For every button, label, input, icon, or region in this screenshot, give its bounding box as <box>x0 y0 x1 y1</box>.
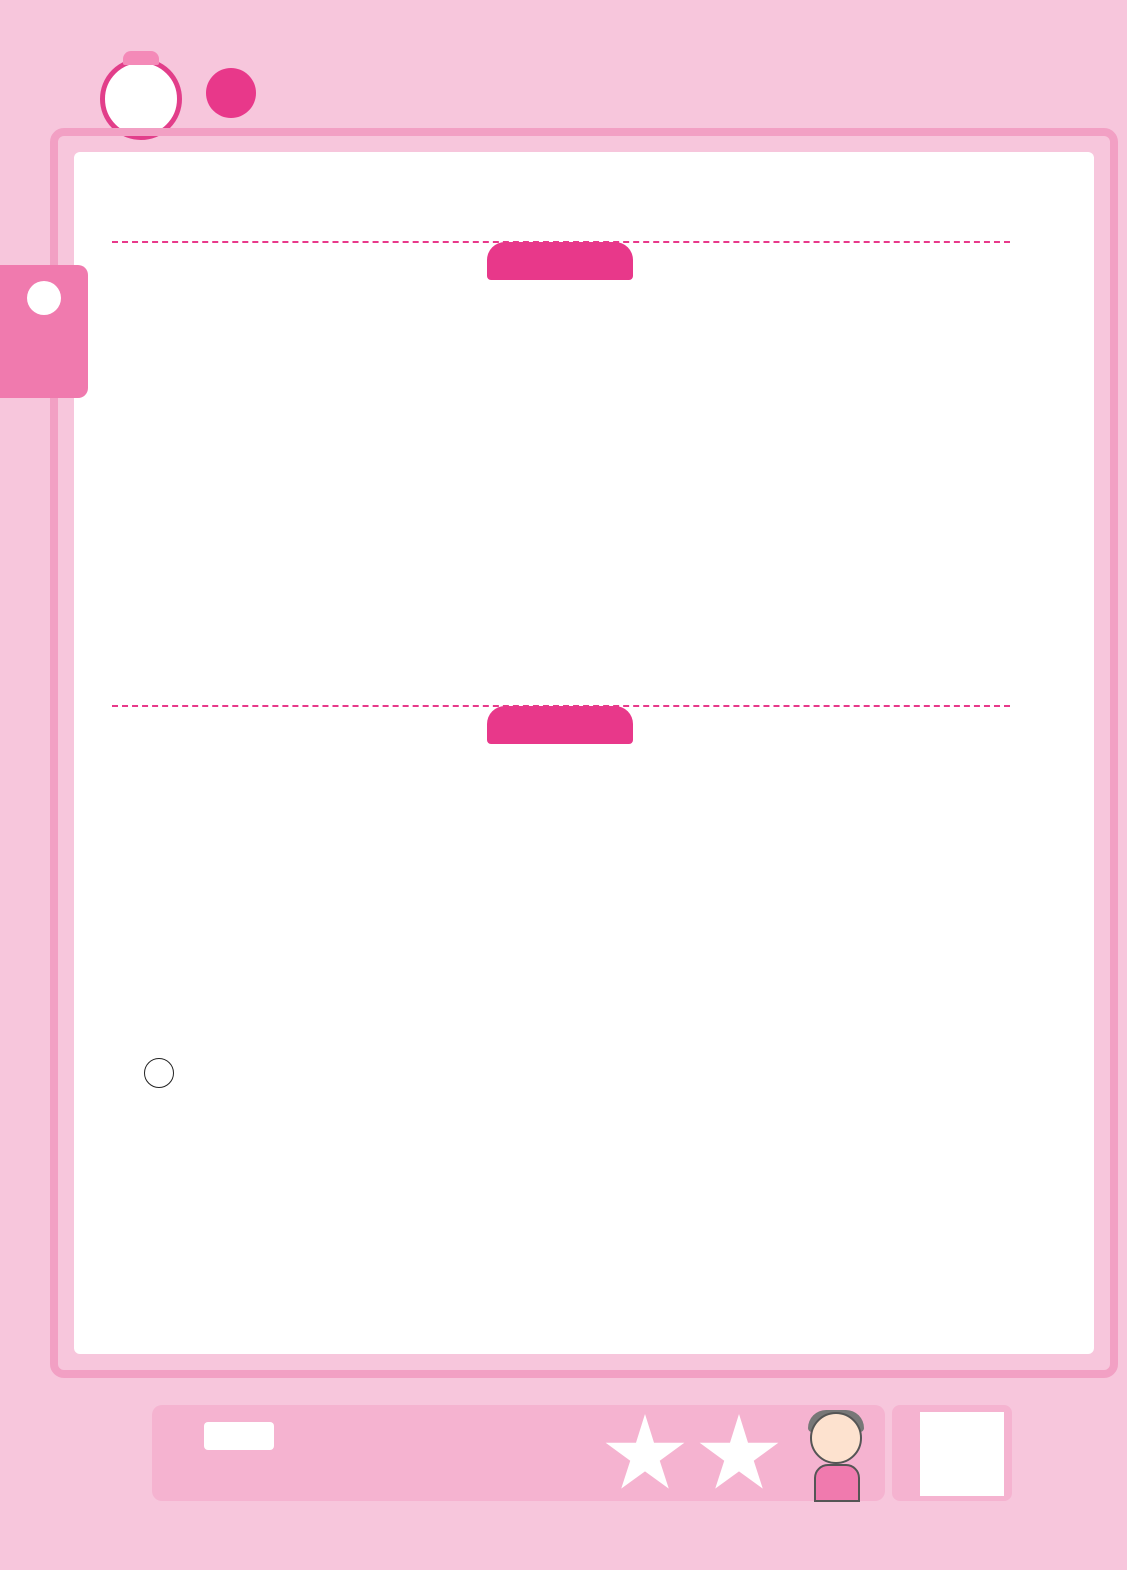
q4-line2 <box>140 1294 220 1320</box>
footer-bar <box>152 1405 885 1501</box>
actual-time-input[interactable] <box>204 1422 274 1450</box>
time-line <box>168 1422 280 1450</box>
mascot-illustration <box>790 1410 880 1502</box>
week-header <box>200 68 298 118</box>
side-tab-number <box>27 281 61 315</box>
section-tag-strengthen <box>487 706 633 744</box>
content-panel <box>50 128 1118 1378</box>
section-tag-basic <box>487 242 633 280</box>
circle-symbol <box>144 1058 174 1088</box>
qr-code-icon[interactable] <box>920 1412 1004 1496</box>
question-text <box>138 1058 180 1088</box>
day-title <box>0 168 1127 207</box>
side-week-tab <box>0 265 88 398</box>
week-number-badge <box>206 68 256 118</box>
